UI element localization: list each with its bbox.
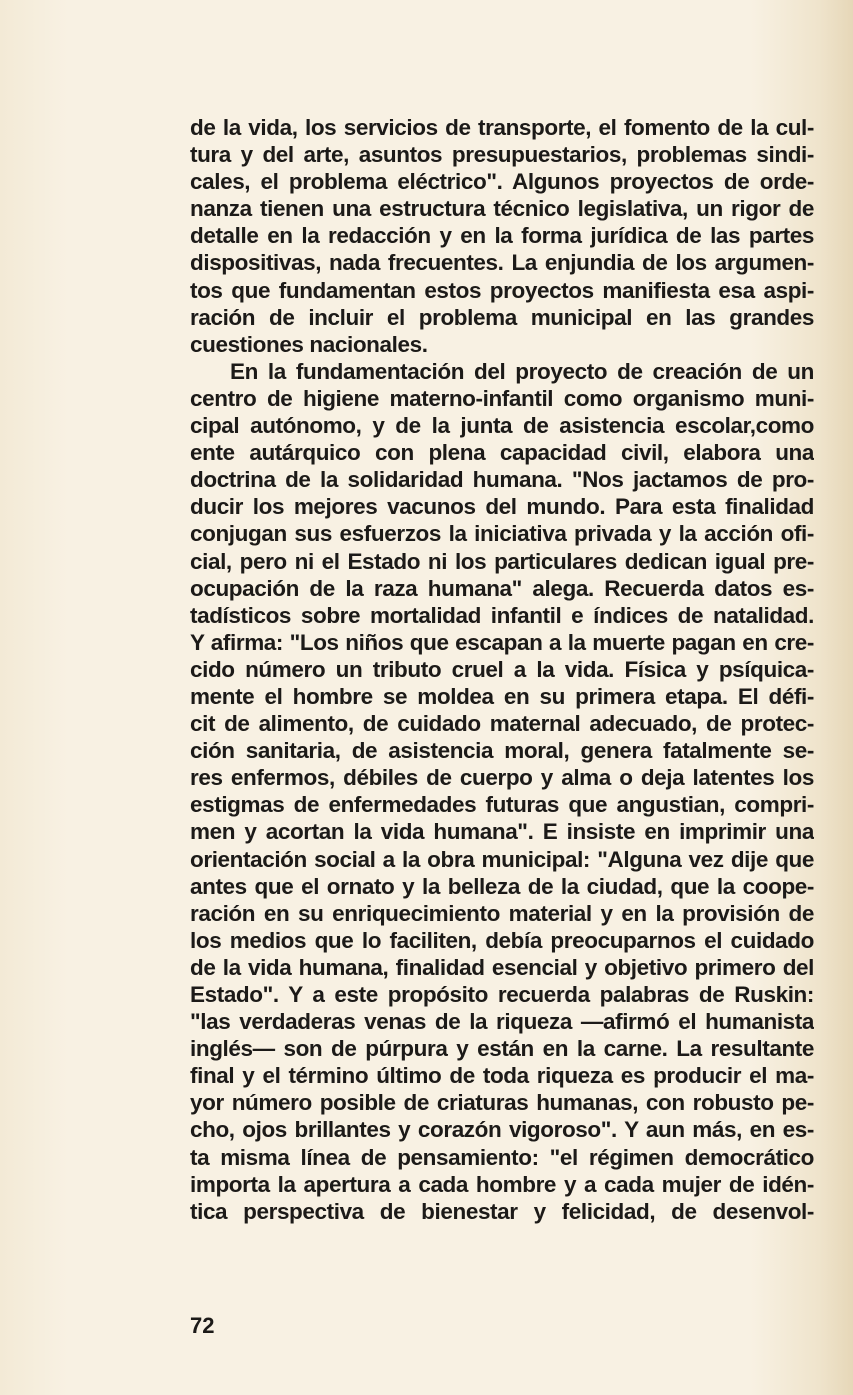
text-line: Estado". Y a este propósito recuerda palabras de Ruskin: (190, 982, 814, 1007)
text-line: nanza tienen una estructura técnico legislativa, un rigor de (190, 196, 814, 222)
text-line: inglés— son de púrpura y están en la carne. La resultante (190, 1036, 814, 1062)
text-line: tura y del arte, asuntos presupuestarios, problemas sindi- (190, 142, 814, 168)
text-line: cial, pero ni el Estado ni los particulares dedican igual pre- (190, 548, 814, 574)
text-line: En la fundamentación del proyecto de creación de un (230, 358, 814, 384)
text-line: cho, ojos brillantes y corazón vigoroso". Y aun más, en es- (190, 1117, 814, 1143)
text-line: cuestiones nacionales. (190, 331, 428, 357)
text-line: cido número un tributo cruel a la vida. Física y psíquica- (190, 656, 814, 682)
text-line: yor número posible de criaturas humanas, con robusto pe- (190, 1090, 814, 1116)
text-line: doctrina de la solidaridad humana. "Nos jactamos de pro- (190, 467, 814, 493)
text-line: Y afirma: "Los niños que escapan a la muerte pagan en cre- (190, 629, 814, 655)
text-line: men y acortan la vida humana". E insiste en imprimir una (190, 819, 814, 845)
text-line: los medios que lo faciliten, debía preocuparnos el cuidado (190, 927, 814, 953)
text-line: ente autárquico con plena capacidad civil, elabora una (190, 440, 814, 466)
text-line: tos que fundamentan estos proyectos manifiesta esa aspi- (190, 277, 814, 303)
text-line: estigmas de enfermedades futuras que angustian, compri- (190, 792, 814, 818)
text-line: importa la apertura a cada hombre y a cada mujer de idén- (190, 1171, 814, 1197)
text-line: ducir los mejores vacunos del mundo. Para esta finalidad (190, 494, 814, 520)
text-line: centro de higiene materno-infantil como organismo muni- (190, 385, 814, 411)
text-line: "las verdaderas venas de la riqueza —afirmó el humanista (190, 1009, 814, 1035)
text-line: detalle en la redacción y en la forma jurídica de las partes (190, 223, 814, 249)
text-line: ta misma línea de pensamiento: "el régimen democrático (190, 1144, 814, 1170)
text-line: conjugan sus esfuerzos la iniciativa privada y la acción ofi- (190, 521, 814, 547)
text-line: de la vida, los servicios de transporte, el fomento de la cul- (190, 115, 814, 140)
text-line: antes que el ornato y la belleza de la ciudad, que la coope- (190, 873, 814, 899)
page-number: 72 (190, 1313, 215, 1338)
text-line: dispositivas, nada frecuentes. La enjundia de los argumen- (190, 250, 814, 276)
text-line: de la vida humana, finalidad esencial y objetivo primero del (190, 954, 814, 980)
text-line: cipal autónomo, y de la junta de asistencia escolar,como (190, 413, 814, 439)
text-line: tica perspectiva de bienestar y felicidad, de desenvol- (190, 1198, 814, 1224)
text-line: final y el término último de toda riqueza es producir el ma- (190, 1063, 814, 1089)
text-line: cit de alimento, de cuidado maternal adecuado, de protec- (190, 711, 814, 737)
body-text (190, 114, 814, 1225)
text-line: ración de incluir el problema municipal en las grandes (190, 304, 814, 330)
text-line: orientación social a la obra municipal: "Alguna vez dije que (190, 846, 814, 872)
text-line: cales, el problema eléctrico". Algunos proyectos de orde- (190, 169, 814, 195)
text-line: ración en su enriquecimiento material y en la provisión de (190, 900, 814, 926)
text-line: ocupación de la raza humana" alega. Recuerda datos es- (190, 575, 814, 601)
text-line: res enfermos, débiles de cuerpo y alma o deja latentes los (190, 765, 814, 791)
text-line: mente el hombre se moldea en su primera etapa. El défi- (190, 683, 814, 709)
text-line: tadísticos sobre mortalidad infantil e índices de natalidad. (190, 602, 814, 628)
text-line: ción sanitaria, de asistencia moral, genera fatalmente se- (190, 738, 814, 764)
